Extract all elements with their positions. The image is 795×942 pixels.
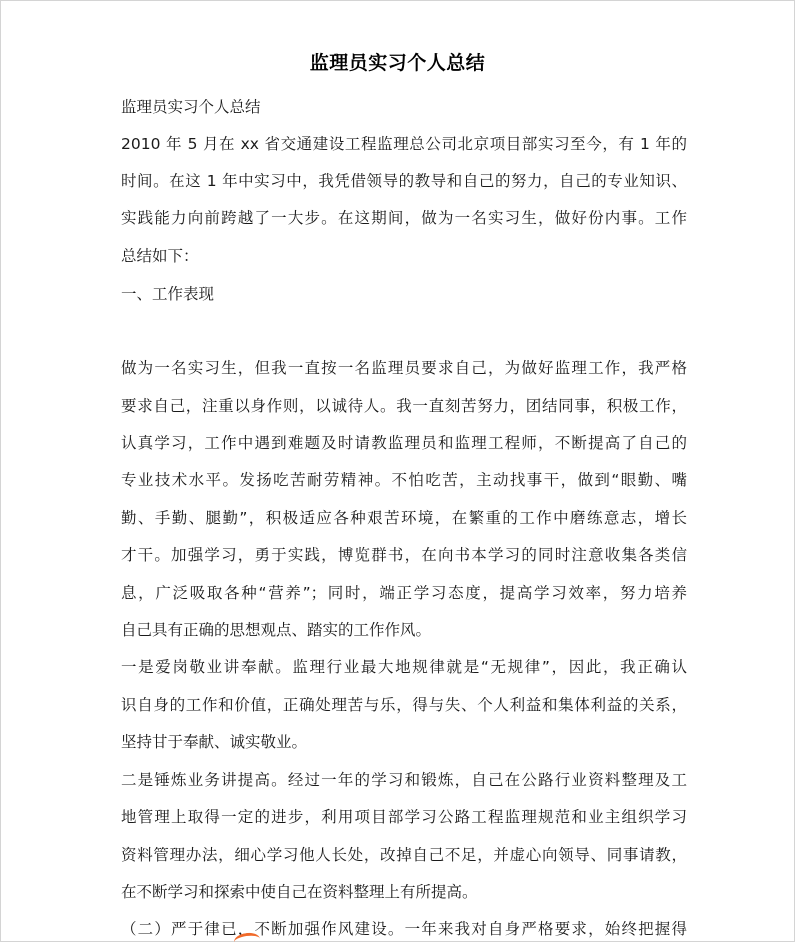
- paragraph-line: 2010 年 5 月在 xx 省交通建设工程监理总公司北京项目部实习至今，有 1 年的: [121, 135, 687, 153]
- paragraph-line: 资料管理办法，细心学习他人长处，改掉自己不足，并虚心向领导、同事请教，: [121, 846, 687, 864]
- subtitle-line: 监理员实习个人总结: [121, 98, 261, 116]
- paragraph-line: 实践能力向前跨越了一大步。在这期间，做为一名实习生，做好份内事。工作: [121, 209, 687, 227]
- paragraph-line: （二）严于律已，不断加强作风建设。一年来我对自身严格要求，始终把握得: [121, 920, 687, 938]
- paragraph-line: 时间。在这 1 年中实习中，我凭借领导的教导和自己的努力，自己的专业知识、: [121, 172, 687, 190]
- paragraph-line: 认真学习，工作中遇到难题及时请教监理员和监理工程师，不断提高了自己的: [121, 434, 687, 452]
- paragraph-line: 在不断学习和探索中使自己在资料整理上有所提高。: [121, 883, 478, 901]
- paragraph-line: 勤、手勤、腿勤”，积极适应各种艰苦环境，在繁重的工作中磨练意志，增长: [121, 509, 687, 527]
- paragraph-line: 做为一名实习生，但我一直按一名监理员要求自己，为做好监理工作，我严格: [121, 359, 687, 377]
- paragraph-line: 专业技术水平。发扬吃苦耐劳精神。不怕吃苦，主动找事干，做到“眼勤、嘴: [121, 471, 687, 489]
- paragraph-line: 才干。加强学习，勇于实践，博览群书，在向书本学习的同时注意收集各类信: [121, 546, 687, 564]
- paragraph-line: 坚持甘于奉献、诚实敬业。: [121, 733, 308, 751]
- paragraph-line: 地管理上取得一定的进步，利用项目部学习公路工程监理规范和业主组织学习: [121, 808, 687, 826]
- paragraph-line: 自己具有正确的思想观点、踏实的工作作风。: [121, 621, 432, 639]
- paragraph-line: 识自身的工作和价值，正确处理苦与乐，得与失、个人利益和集体利益的关系，: [121, 696, 687, 714]
- paragraph-line: 总结如下：: [121, 247, 199, 265]
- paragraph-line: 二是锤炼业务讲提高。经过一年的学习和锻炼，自己在公路行业资料整理及工: [121, 771, 687, 789]
- section-heading: 一、工作表现: [121, 285, 215, 303]
- paragraph-line: 一是爱岗敬业讲奉献。监理行业最大地规律就是“无规律”，因此，我正确认: [121, 658, 687, 676]
- page-title: 监理员实习个人总结: [309, 52, 486, 74]
- paragraph-line: 息，广泛吸取各种“营养”；同时，端正学习态度，提高学习效率，努力培养: [121, 584, 687, 602]
- paragraph-line: 要求自己，注重以身作则，以诚待人。我一直刻苦努力，团结同事，积极工作，: [121, 397, 687, 415]
